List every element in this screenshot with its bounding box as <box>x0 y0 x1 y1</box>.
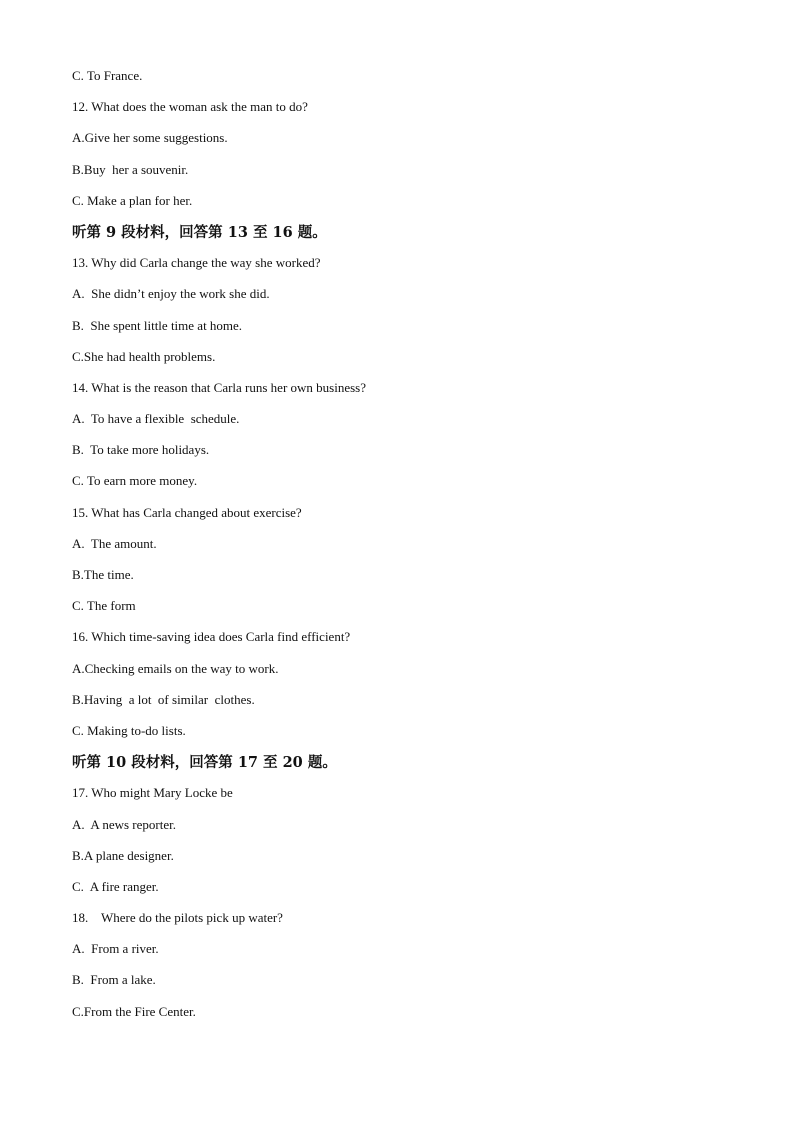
option-line: A. To have a flexible schedule. <box>72 411 240 427</box>
question-line: 18. Where do the pilots pick up water? <box>72 910 283 926</box>
option-line: C. To France. <box>72 68 143 83</box>
question-line: 13. Why did Carla change the way she worked? <box>72 255 321 271</box>
section-heading: 听第 10 段材料，回答第 17 至 20 题。 <box>72 754 337 772</box>
option-line: C. A fire ranger. <box>72 878 159 894</box>
option-line: B. To take more holidays. <box>72 442 210 458</box>
question-line: 12. What does the woman ask the man to do? <box>72 99 308 115</box>
option-line: B.A plane designer. <box>72 847 174 863</box>
option-line: C. Making to-do lists. <box>72 722 186 738</box>
option-line: C. To earn more money. <box>72 473 198 489</box>
option-line: A. The amount. <box>72 535 157 551</box>
option-line: A. A news reporter. <box>72 816 176 832</box>
option-line: A. She didn’t enjoy the work she did. <box>72 286 270 302</box>
option-line: C.She had health problems. <box>72 348 216 364</box>
question-line: 16. Which time-saving idea does Carla find efficient? <box>72 629 351 645</box>
option-line: B. From a lake. <box>72 972 156 988</box>
section-heading: 听第 9 段材料，回答第 13 至 16 题。 <box>72 223 327 241</box>
option-line: A.Checking emails on the way to work. <box>72 660 279 676</box>
question-line: 14. What is the reason that Carla runs her own business? <box>72 379 366 395</box>
option-line: B.Buy her a souvenir. <box>72 161 189 177</box>
question-line: 15. What has Carla changed about exercise? <box>72 504 302 520</box>
question-line: 17. Who might Mary Locke be <box>72 785 233 801</box>
option-line: B. She spent little time at home. <box>72 317 243 333</box>
option-line: C. Make a plan for her. <box>72 192 193 208</box>
option-line: C. The form <box>72 598 136 614</box>
option-line: C.From the Fire Center. <box>72 1003 196 1019</box>
option-line: A.Give her some suggestions. <box>72 130 228 146</box>
option-line: B.Having a lot of similar clothes. <box>72 691 255 707</box>
option-line: B.The time. <box>72 567 134 582</box>
option-line: A. From a river. <box>72 941 159 957</box>
document-page <box>72 66 732 1033</box>
